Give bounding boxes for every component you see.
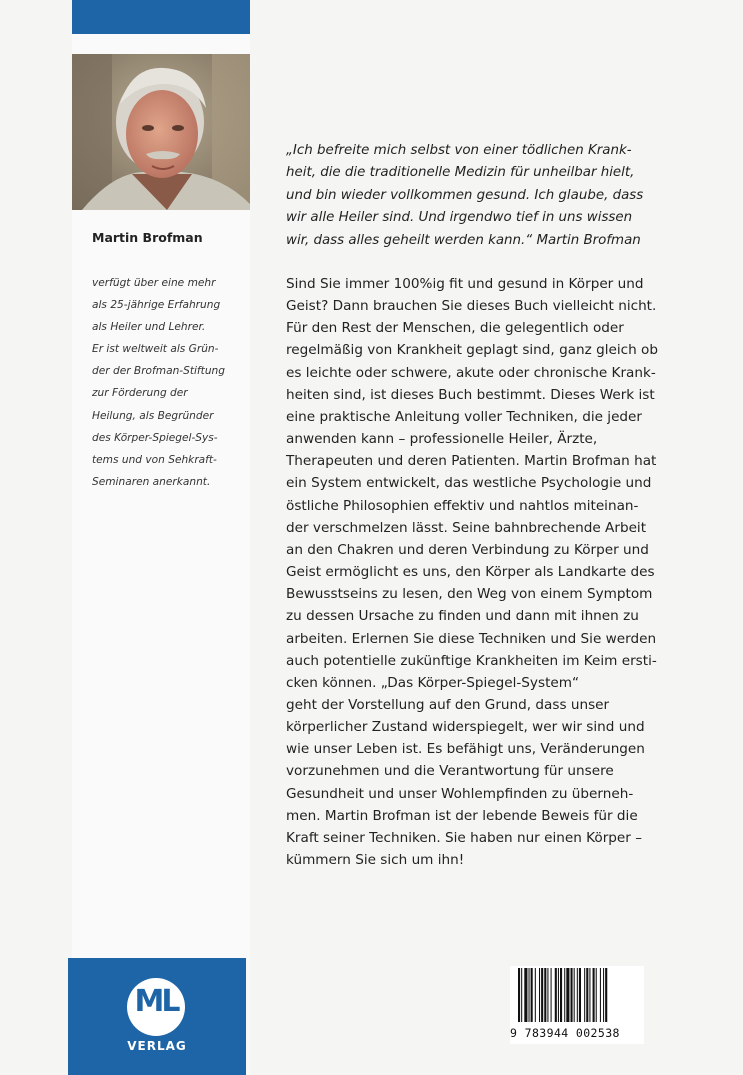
blurb-line: vorzunehmen und die Verantwortung für unsere [286,763,614,780]
bio-line: Heilung, als Begründer [92,409,214,422]
author-bio [92,272,242,493]
blurb-line: Für den Rest der Menschen, die gelegentlich oder [286,320,624,337]
blurb-line: regelmäßig von Krankheit geplagt sind, ganz gleich ob [286,342,658,359]
blurb-line: cken können. „Das Körper-Spiegel-System“ [286,674,580,691]
barcode-bars-icon [510,966,644,1024]
quote-line: wir alle Heiler sind. Und irgendwo tief in uns wissen [286,210,633,226]
author-name: Martin Brofman [92,230,203,245]
blurb-line: körperlicher Zustand widerspiegelt, wer wir sind und [286,719,645,736]
bio-line: verfügt über eine mehr [92,277,216,289]
blurb-line: an den Chakren und deren Verbindung zu Körper und [286,541,649,558]
blurb-line: östliche Philosophien effektiv und nahtlos miteinan- [286,497,639,514]
blurb-line: es leichte oder schwere, akute oder chronische Krank- [286,364,656,381]
logo-letters: ML [134,984,178,1019]
bio-line: als Heiler und Lehrer. [92,321,206,334]
blurb-line: Kraft seiner Techniken. Sie haben nur einen Körper – [286,829,642,846]
publisher-name: VERLAG [127,1039,187,1053]
blurb-line: Bewusstseins zu lesen, den Weg von einem Symptom [286,586,653,603]
bio-line: Seminaren anerkannt. [92,475,211,488]
blurb-line: wie unser Leben ist. Es befähigt uns, Veränderungen [286,741,645,758]
author-photo [72,54,250,210]
blurb-line: auch potentielle zukünftige Krankheiten im Keim ersti- [286,652,657,669]
quote-line: „Ich befreite mich selbst von einer tödlichen Krank- [286,143,632,158]
blurb-line: Therapeuten und deren Patienten. Martin Brofman hat [286,453,657,470]
quote-line: wir, dass alles geheilt werden kann.“ Martin Brofman [286,232,641,248]
author-portrait-image [72,54,250,210]
blurb-line: eine praktische Anleitung voller Techniken, die jeder [286,408,643,425]
top-blue-bar [72,0,250,34]
blurb-line: Sind Sie immer 100%ig fit und gesund in Körper und [286,276,644,292]
isbn-barcode [510,966,644,1044]
quote-line: heit, die die traditionelle Medizin für unheilbar hielt, [286,165,635,181]
blurb-text [286,273,666,871]
bio-line: Er ist weltweit als Grün- [92,343,219,356]
author-quote [286,140,646,252]
blurb-line: ein System entwickelt, das westliche Psychologie und [286,475,652,492]
blurb-line: kümmern Sie sich um ihn! [286,852,465,869]
barcode-digits: 9 783944 002538 [510,1026,620,1040]
blurb-line: Geist ermöglicht es uns, den Körper als Landkarte des [286,564,655,581]
blurb-line: der verschmelzen lässt. Seine bahnbrechende Arbeit [286,519,647,536]
bio-line: als 25-jährige Erfahrung [92,299,221,312]
bio-line: des Körper-Spiegel-Sys- [92,431,218,444]
blurb-line: Geist? Dann brauchen Sie dieses Buch vielleicht nicht. [286,298,657,315]
blurb-line: zu dessen Ursache zu finden und dann mit ihnen zu [286,608,639,625]
logo-circle [127,978,185,1036]
blurb-line: heiten sind, ist dieses Buch bestimmt. Dieses Werk ist [286,386,655,403]
blurb-line: Gesundheit und unser Wohlempfinden zu überneh- [286,785,634,802]
blurb-line: arbeiten. Erlernen Sie diese Techniken und Sie werden [286,630,657,647]
blurb-line: anwenden kann – professionelle Heiler, Ärzte, [286,431,598,448]
publisher-logo [68,958,246,1075]
bio-line: zur Förderung der [92,387,188,400]
blurb-line: men. Martin Brofman ist der lebende Beweis für die [286,807,638,824]
blurb-line: geht der Vorstellung auf den Grund, dass unser [286,696,610,713]
bio-line: der der Brofman-Stiftung [92,365,225,378]
quote-line: und bin wieder vollkommen gesund. Ich glaube, dass [286,187,644,203]
bio-line: tems und von Sehkraft- [92,453,217,466]
